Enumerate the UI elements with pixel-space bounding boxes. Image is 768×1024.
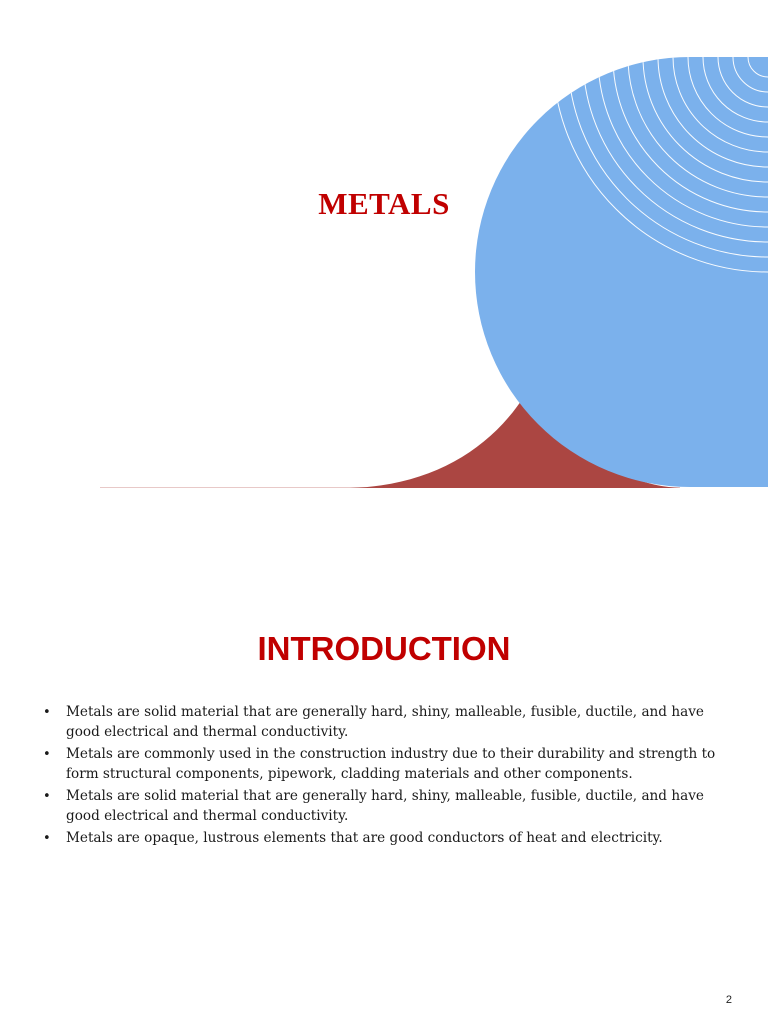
slide-title: METALS	[318, 186, 450, 221]
bullet-item	[40, 703, 730, 742]
bullet-item	[40, 829, 730, 849]
page-number: 2	[725, 994, 732, 1006]
bullet-dot-icon: •	[43, 747, 51, 762]
bullet-text: Metals are commonly used in the construction industry due to their durability and strength to form structural components, pipework, cladding materials and other components.	[66, 746, 716, 782]
slide-decoration	[0, 0, 768, 500]
title-slide	[0, 0, 768, 500]
bullet-item	[40, 787, 730, 826]
bullet-item	[40, 745, 730, 784]
bullet-dot-icon: •	[43, 705, 51, 720]
bullet-dot-icon: •	[43, 789, 51, 804]
introduction-bullet-list	[40, 703, 730, 852]
introduction-heading: INTRODUCTION	[257, 630, 511, 667]
bullet-dot-icon: •	[43, 831, 51, 846]
bullet-text: Metals are solid material that are generally hard, shiny, malleable, fusible, ductile, and have good electrical and thermal conductivity.	[66, 788, 704, 824]
bullet-text: Metals are opaque, lustrous elements that are good conductors of heat and electricity.	[66, 830, 663, 846]
bullet-text: Metals are solid material that are generally hard, shiny, malleable, fusible, ductile, and have good electrical and thermal conductivity.	[66, 704, 704, 740]
